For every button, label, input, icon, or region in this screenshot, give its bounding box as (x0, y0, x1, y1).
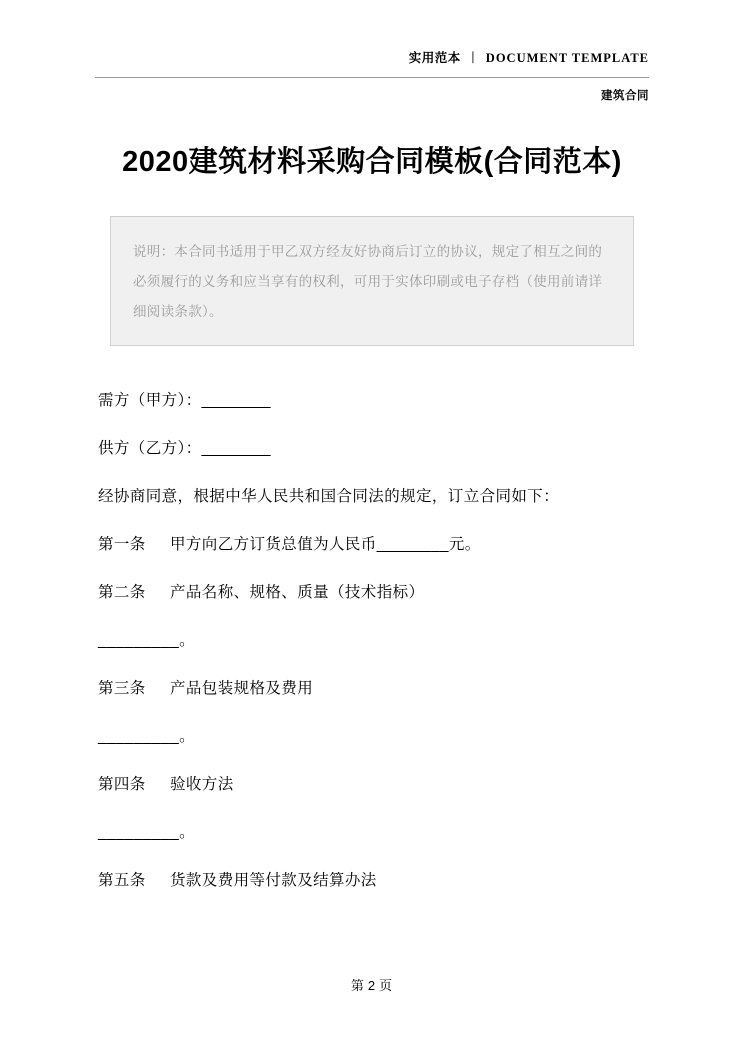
clause-3-number: 第三条 (98, 680, 146, 697)
footer-suffix: 页 (379, 978, 394, 993)
clause-1-text: 甲方向乙方订货总值为人民币________元。 (170, 536, 481, 553)
clause-3-fill: _________。 (98, 728, 196, 745)
footer-prefix: 第 (350, 978, 365, 993)
party-demand-line (98, 388, 649, 413)
clause-4-text: 验收方法 (170, 776, 234, 793)
clause-5-number: 第五条 (98, 872, 146, 889)
clause-1-number: 第一条 (98, 536, 146, 553)
header-brand (95, 48, 649, 66)
header-separator: 丨 (466, 51, 480, 65)
clause-2-text: 产品名称、规格、质量（技术指标） (170, 584, 425, 601)
clause-3 (98, 676, 649, 701)
page-footer (0, 975, 744, 994)
party-supply-blank: ________ (201, 440, 271, 457)
footer-page-number: 2 (367, 978, 377, 993)
page-title: 2020建筑材料采购合同模板(合同范本) (122, 146, 622, 178)
document-body (98, 388, 649, 893)
clause-5 (98, 868, 649, 893)
clause-3-text: 产品包装规格及费用 (170, 680, 314, 697)
clause-5-text: 货款及费用等付款及结算办法 (170, 872, 377, 889)
clause-2-fill: _________。 (98, 632, 196, 649)
clause-2 (98, 580, 649, 605)
clause-2-number: 第二条 (98, 584, 146, 601)
note-box: 说明：本合同书适用于甲乙双方经友好协商后订立的协议，规定了相互之间的必须履行的义务和应当享有的权利，可用于实体印刷或电子存档（使用前请详细阅读条款）。 (110, 216, 634, 346)
clause-4 (98, 772, 649, 797)
clause-4-fill: _________。 (98, 824, 196, 841)
page-header (95, 0, 649, 103)
clause-1 (98, 532, 649, 557)
intro-paragraph: 经协商同意，根据中华人民共和国合同法的规定，订立合同如下： (98, 488, 560, 505)
header-brand-cn: 实用范本 (408, 51, 461, 65)
header-divider (95, 77, 649, 78)
party-supply-label: 供方（乙方）： (98, 440, 202, 457)
party-demand-blank: ________ (201, 392, 271, 409)
header-brand-en: DOCUMENT TEMPLATE (485, 51, 649, 65)
party-demand-label: 需方（甲方）： (98, 392, 202, 409)
header-category: 建筑合同 (601, 90, 649, 102)
clause-4-number: 第四条 (98, 776, 146, 793)
party-supply-line (98, 436, 649, 461)
